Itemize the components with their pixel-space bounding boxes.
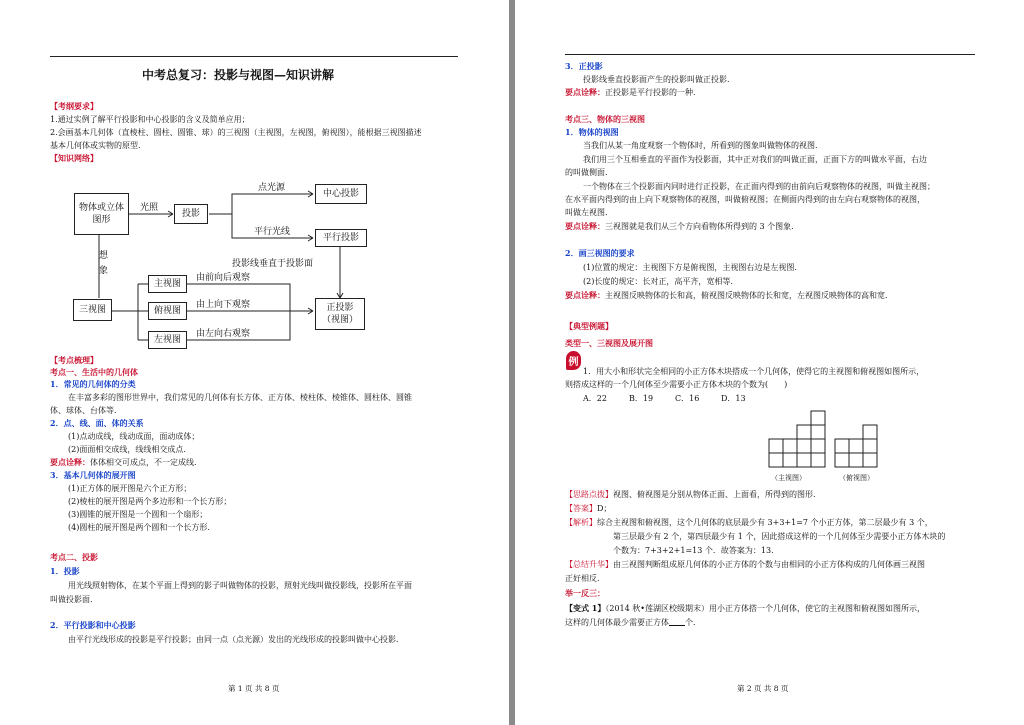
requirement-2a: 2.会画基本几何体（直棱柱、圆柱、圆锥、球）的三视图（主视图，左视图，俯视图），能根据三视图描述 — [50, 128, 422, 137]
summary-text-1: 由三视图判断组成原几何体的小正方体的个数与由相同的小正方体构成的几何体画三视图 — [613, 560, 925, 569]
diagram-projection: 投影 — [174, 204, 208, 224]
diagram-parallel-light-label: 平行光线 — [254, 227, 291, 237]
analysis-text-1: 综合主视图和俯视图，这个几何体的底层最少有 3+3+1=7 个小正方体，第二层最少有 3 个， — [597, 518, 933, 527]
analysis-line-2: 第三层最少有 2 个，第四层最少有 1 个，因此搭成这样的一个几何体至少需要小正方体木块的 — [613, 532, 946, 541]
diagram-three-views: 三视图 — [73, 299, 112, 321]
diagram-point-source-label: 点光源 — [258, 183, 286, 193]
question-1-line-a: 1．用大小和形状完全相同的小正方体木块搭成一个几何体，使得它的主视图和俯视图如图所示， — [583, 367, 925, 376]
typical-examples-heading: 【典型例题】 — [565, 321, 613, 331]
section-1-3-text-b: (2)棱柱的展开图是两个多边形和一个长方形； — [68, 497, 232, 506]
type-1-heading: 类型一、三视图及展开图 — [565, 338, 653, 348]
section-2-2: 2．平行投影和中心投影 — [50, 620, 136, 630]
hint-label: 【思路点拨】 — [565, 490, 613, 499]
note-2-text: 正投影是平行投影的一种. — [605, 88, 696, 97]
section-1-2-text-b: (2)面面相交成线，线线相交成点. — [68, 445, 186, 454]
choice-b: B．19 — [629, 394, 654, 403]
section-1-3-text-c: (3)圆锥的展开图是一个圆和一个扇形； — [68, 510, 208, 519]
note-1 — [50, 457, 197, 468]
section-3-1-text-f: 叫做左视图. — [565, 208, 608, 217]
diagram-left-direction: 由左向右观察 — [196, 329, 251, 339]
hint-text: 视图、俯视图是分别从物体正面、上面看，所得到的图形. — [613, 490, 816, 499]
choice-a: A．22 — [583, 394, 607, 403]
diagram-light-label: 光照 — [140, 203, 159, 213]
section-1-2-text-a: (1)点动成线，线动成面，面动成体； — [68, 432, 200, 441]
review-heading: 【考点梳理】 — [50, 355, 98, 365]
note-3-text: 三视图就是我们从三个方向看物体所得到的 3 个图象. — [605, 222, 794, 231]
section-3-1-text-a: 当我们从某一角度观察一个物体时，所看到的图象叫做物体的视图. — [583, 141, 818, 150]
summary-label: 【总结升华】 — [565, 560, 613, 569]
note-1-label: 要点诠释： — [50, 457, 90, 467]
answer — [565, 503, 611, 514]
page-2-footer: 第 2 页 共 8 页 — [737, 684, 789, 693]
page-1-footer: 第 1 页 共 8 页 — [228, 684, 280, 693]
diagram-parallel-projection: 平行投影 — [315, 229, 367, 247]
diagram-central-projection: 中心投影 — [315, 184, 367, 204]
section-2-1: 1．投影 — [50, 566, 80, 576]
section-3-1-text-c: 的叫做侧面. — [565, 168, 608, 177]
front-view-caption: （主视图） — [771, 474, 806, 482]
variant-1-line-1 — [565, 603, 925, 614]
knowledge-network-heading: 【知识网络】 — [50, 153, 98, 163]
analysis-line-1 — [565, 517, 933, 528]
requirement-1: 1.通过实例了解平行投影和中心投影的含义及简单应用； — [50, 115, 250, 124]
section-1-3-text-d: (4)圆柱的展开图是两个圆和一个长方形. — [68, 523, 210, 532]
topic-2-heading: 考点二、投影 — [50, 552, 98, 562]
section-3-1-text-e: 在水平面内得到的由上向下观察物体的视图，叫做俯视图；在侧面内得到的由左向右观察物体的视图， — [565, 195, 925, 204]
page-1 — [0, 0, 509, 725]
top-view-figure — [835, 425, 877, 467]
analysis-line-3: 个数为：7+3+2+1=13 个．故答案为：13. — [613, 546, 774, 555]
choice-d: D．13 — [721, 394, 746, 403]
diagram-perpendicular-label: 投影线垂直于投影面 — [232, 259, 314, 269]
section-2-1-text-a: 用光线照射物体，在某个平面上得到的影子叫做物体的投影，照射光线叫做投影线，投影所在平面 — [68, 581, 412, 590]
front-view-figure — [769, 411, 825, 467]
variant-1-text-3: 个. — [685, 618, 696, 627]
diagram-imagine-label: 想象 — [99, 251, 109, 276]
section-3-1-text-d: 一个物体在三个投影面内同时进行正投影，在正面内得到的由前向后观察物体的视图，叫做主视图； — [583, 182, 935, 191]
document-title: 中考总复习：投影与视图—知识讲解 — [142, 68, 335, 82]
practice-heading: 举一反三： — [565, 588, 605, 598]
answer-label: 【答案】 — [565, 504, 597, 513]
topic-1-heading: 考点一、生活中的几何体 — [50, 367, 138, 377]
page-2 — [515, 0, 1024, 725]
answer-text: D； — [597, 504, 612, 513]
note-2-label: 要点诠释： — [565, 87, 605, 97]
note-3-label: 要点诠释： — [565, 221, 605, 231]
analysis-label: 【解析】 — [565, 518, 597, 527]
variant-1-text-1: （2014 秋•莲湖区校级期末）用小正方体搭一个几何体，使它的主视图和俯视图如图所示， — [605, 604, 925, 613]
section-2-3: 3．正投影 — [565, 61, 603, 71]
section-3-2-text-b: (2)长度的规定：长对正，高平齐，宽相等. — [583, 277, 733, 286]
diagram-solid-figure: 物体或立体图形 — [74, 193, 129, 235]
view-figures — [515, 0, 1024, 480]
variant-1-line-2 — [565, 617, 696, 628]
section-2-2-text: 由平行光线形成的投影是平行投影；由同一点（点光源）发出的光线形成的投影叫做中心投影. — [68, 635, 399, 644]
diagram-top-direction: 由上向下观察 — [196, 300, 251, 310]
section-1-1: 1．常见的几何体的分类 — [50, 379, 136, 389]
section-1-1-text-b: 体、球体、台体等. — [50, 406, 117, 415]
note-4-label: 要点诠释： — [565, 290, 605, 300]
exam-requirements-heading: 【考纲要求】 — [50, 101, 98, 111]
variant-1-text-2: 这样的几何体最少需要正方体 — [565, 618, 669, 627]
choice-c: C．16 — [675, 394, 700, 403]
top-view-caption: （俯视图） — [839, 474, 874, 482]
section-3-2: 2．画三视图的要求 — [565, 248, 635, 258]
answer-blank[interactable] — [669, 618, 685, 626]
diagram-front-view: 主视图 — [148, 275, 187, 293]
section-1-3: 3．基本几何体的展开图 — [50, 470, 136, 480]
summary-line-2: 正好相反. — [565, 574, 600, 583]
diagram-front-direction: 由前向后观察 — [196, 273, 251, 283]
note-4-text: 主视图反映物体的长和高，俯视图反映物体的长和宽，左视图反映物体的高和宽. — [605, 291, 888, 300]
diagram-left-view: 左视图 — [148, 331, 187, 349]
requirement-2b: 基本几何体或实物的原型. — [50, 141, 141, 150]
summary-line-1 — [565, 559, 925, 570]
section-1-2: 2．点、线、面、体的关系 — [50, 418, 144, 428]
question-1-line-b: 则搭成这样的一个几何体至少需要小正方体木块的个数为( ) — [565, 380, 788, 389]
topic-3-heading: 考点三、物体的三视图 — [565, 114, 645, 124]
section-2-3-text: 投影线垂直投影面产生的投影叫做正投影. — [583, 75, 730, 84]
variant-1-label: 【变式 1】 — [565, 603, 606, 613]
diagram-orthographic-projection: 正投影（视图） — [315, 298, 365, 330]
note-1-text: 体体相交可成点，不一定成线. — [90, 458, 197, 467]
section-3-1: 1．物体的视图 — [565, 127, 619, 137]
section-1-1-text-a: 在丰富多彩的图形世界中，我们常见的几何体有长方体、正方体、棱柱体、棱锥体、圆柱体、圆锥 — [68, 393, 412, 402]
section-3-2-text-a: (1)位置的规定：主视图下方是俯视图，主视图右边是左视图. — [583, 263, 797, 272]
section-1-3-text-a: (1)正方体的展开图是六个正方形； — [68, 484, 192, 493]
hint — [565, 489, 816, 500]
section-2-1-text-b: 叫做投影面. — [50, 595, 93, 604]
diagram-top-view: 俯视图 — [148, 302, 187, 320]
example-badge: 例 — [566, 351, 581, 370]
section-3-1-text-b: 我们用三个互相垂直的平面作为投影面，其中正对我们的叫做正面，正面下方的叫做水平面，右边 — [583, 155, 927, 164]
